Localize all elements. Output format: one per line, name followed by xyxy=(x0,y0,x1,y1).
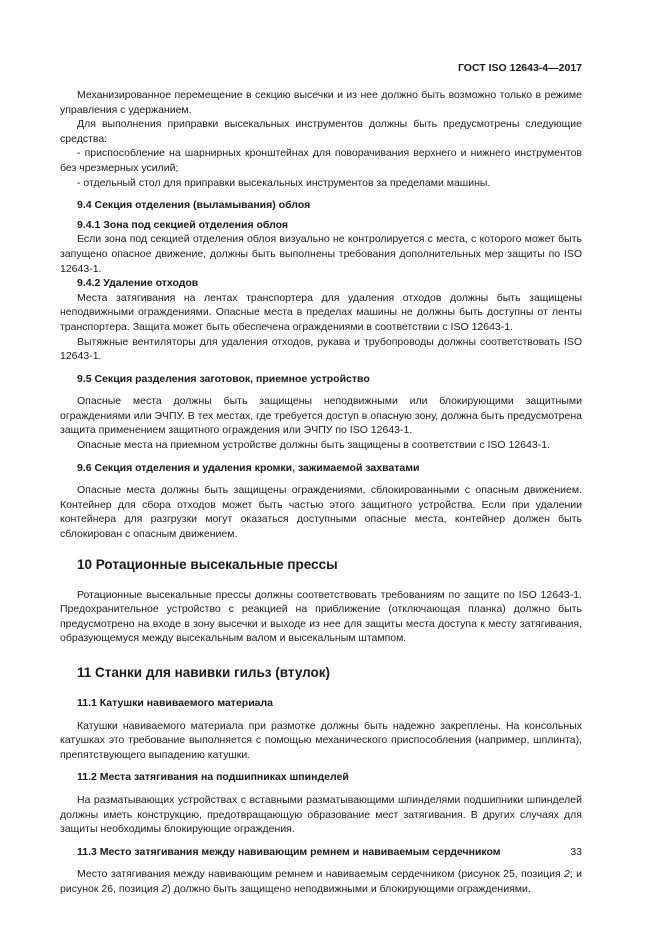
list-item: - приспособление на шарнирных кронштейнах для поворачивания верхнего и нижнего инструментов без чрезмерных усилий; xyxy=(60,147,582,174)
section-heading-11-2: 11.2 Места затягивания на подшипниках шпинделей xyxy=(77,771,349,784)
paragraph: Опасные места должны быть защищены неподвижными или блокирующими защитными ограждениями или ЭЧПУ. В тех местах, где требуется доступ в опасную зону, должна быть предусмотрена защита применением защитного ограждения или ЭЧПУ по ISO 12643-1. xyxy=(60,395,582,437)
paragraph: Опасные места должны быть защищены ограждениями, сблокированными с опасным движением. Контейнер для сбора отходов может быть частью этого защитного устройства. Если при удалении контейнера для разгрузки могут оказаться доступными опасные места, контейнер должен быть сблокирован с опасным движением. xyxy=(60,484,582,541)
paragraph: Опасные места на приемном устройстве должны быть защищены в соответствии с ISO 12643-1. xyxy=(77,439,550,452)
section-heading-11: 11 Станки для навивки гильз (втулок) xyxy=(77,665,331,680)
page-number: 33 xyxy=(570,846,582,858)
section-heading-11-3: 11.3 Место затягивания между навивающим ремнем и навиваемым сердечником xyxy=(77,845,501,858)
paragraph: На разматывающих устройствах с вставными разматывающими шпинделями подшипники шпинделей должны иметь конструкцию, предотвращающую образование мест затягивания. В других случаях для защиты необходимы блокирующие ограждения. xyxy=(60,793,582,836)
paragraph: Катушки навиваемого материала при размотке должны быть надежно закреплены. На консольных катушках это требование выполняется с помощью механического приспособления (например, шплинта), препятствующего выпадению катушки. xyxy=(60,719,582,761)
paragraph: Места затягивания на лентах транспортера для удаления отходов должны быть защищены неподвижными ограждениями. Опасные места в пределах машины не должны быть доступны от ленты транспортера. Защита может быть обеспечена ограждениями в соответствии с ISO 12643-1. xyxy=(60,291,582,333)
section-heading-9-4-1: 9.4.1 Зона под секцией отделения облоя xyxy=(77,218,289,231)
position-number: 2 xyxy=(161,882,168,895)
section-heading-9-4-2: 9.4.2 Удаление отходов xyxy=(77,277,199,290)
paragraph: Механизированное перемещение в секцию высечки и из нее должно быть возможно только в режиме управления с удержанием. xyxy=(60,89,582,116)
paragraph: Если зона под секцией отделения облоя визуально не контролируется с места, с которого может быть запущено опасное движение, должны быть выполнены требования дополнительных мер защиты по ISO 12643-1. xyxy=(60,233,582,275)
paragraph: Вытяжные вентиляторы для удаления отходов, рукава и трубопроводы должны соответствовать ISO 12643-1. xyxy=(60,335,582,363)
section-heading-9-6: 9.6 Секция отделения и удаления кромки, зажимаемой захватами xyxy=(77,461,420,474)
page-content xyxy=(60,88,582,897)
paragraph-text: ) должно быть защищено неподвижными и блокирующими ограждениями. xyxy=(167,882,531,895)
paragraph-text: ; и рисунок 26, позиция xyxy=(60,868,582,895)
position-number: 2 xyxy=(564,868,570,881)
paragraph xyxy=(60,867,582,896)
list-item: - отдельный стол для приправки высекальных инструментов за пределами машины. xyxy=(77,176,491,189)
section-heading-11-1: 11.1 Катушки навиваемого материала xyxy=(77,697,273,709)
section-heading-10: 10 Ротационные высекальные прессы xyxy=(77,556,338,572)
document-code: ГОСТ ISO 12643-4—2017 xyxy=(457,62,582,74)
section-heading-9-5: 9.5 Секция разделения заготовок, приемное устройство xyxy=(77,372,370,385)
paragraph-text: Место затягивания между навивающим ремнем и навиваемым сердечником (рисунок 25, позиция xyxy=(77,868,565,881)
section-heading-9-4: 9.4 Секция отделения (выламывания) облоя xyxy=(77,199,311,212)
paragraph: Для выполнения приправки высекальных инструментов должны быть предусмотрены следующие средства: xyxy=(60,118,582,145)
paragraph: Ротационные высекальные прессы должны соответствовать требованиям по защите по ISO 12643-1. Предохранительное устройство с реакцией на приближение (отключающая планка) должно быть предусмотрено на входе в зону высечки и выходе из нее для защиты места доступа к месту затягивания, образующемуся между высекальным валом и высекальным штампом. xyxy=(60,588,582,645)
